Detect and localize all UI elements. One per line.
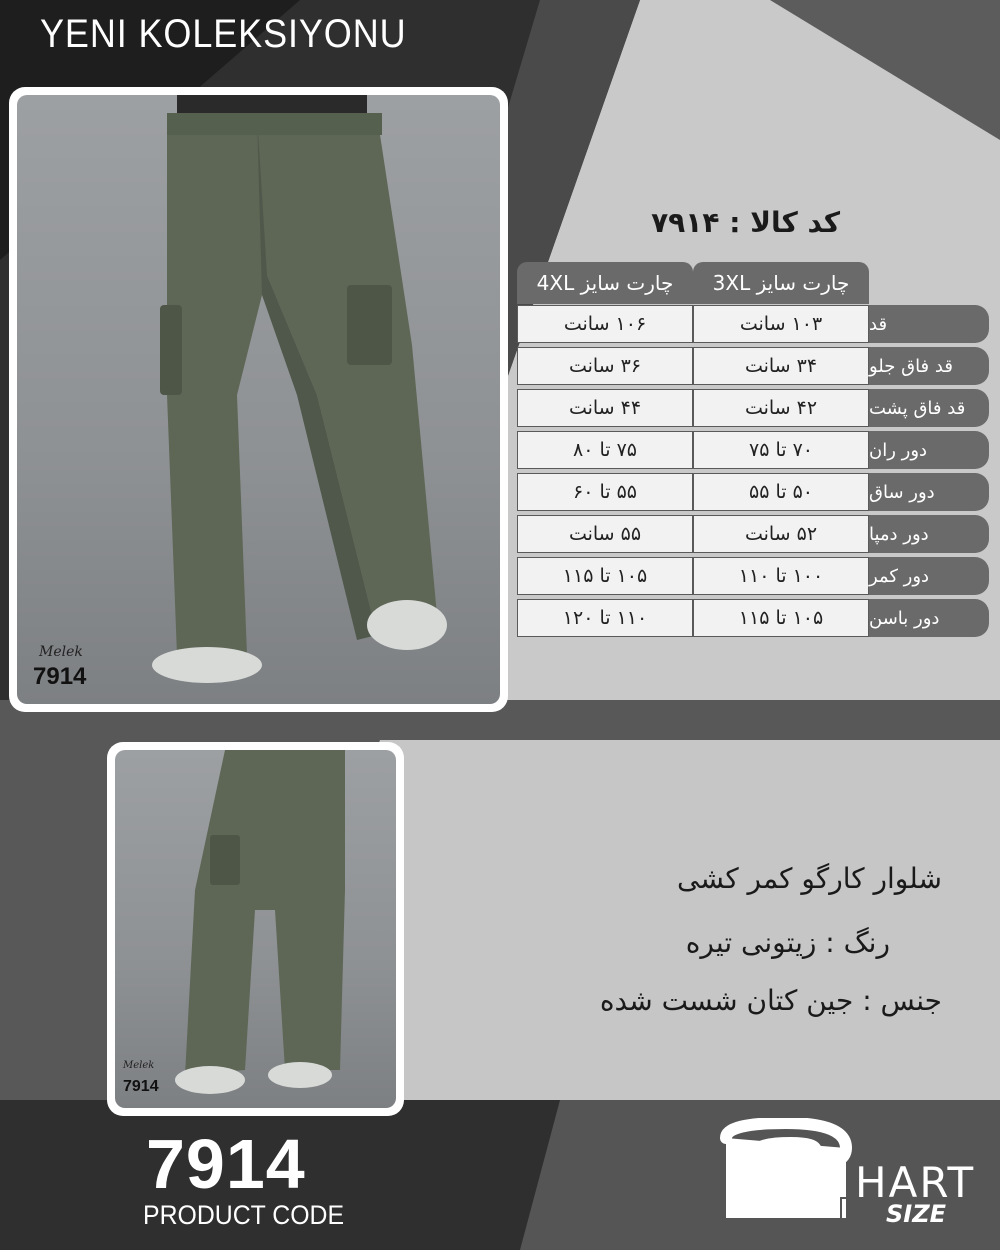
cell-4xl: ۱۰۶ سانت bbox=[517, 305, 693, 343]
tape-measure-icon bbox=[716, 1118, 856, 1228]
cell-3xl: ۳۴ سانت bbox=[693, 347, 869, 385]
row-label: دور کمر bbox=[869, 557, 989, 595]
row-label: دور باسن bbox=[869, 599, 989, 637]
brand-logo-main: Melek bbox=[39, 644, 83, 660]
product-code-line: کد کالا : ۷۹۱۴ bbox=[651, 206, 840, 239]
cell-4xl: ۳۶ سانت bbox=[517, 347, 693, 385]
product-photo-secondary bbox=[107, 742, 404, 1116]
product-title: شلوار کارگو کمر کشی bbox=[677, 862, 942, 895]
cell-3xl: ۷۰ تا ۷۵ bbox=[693, 431, 869, 469]
collection-title: YENI KOLEKSIYONU bbox=[40, 12, 407, 56]
photo-code-main: 7914 bbox=[33, 663, 87, 690]
cell-3xl: ۴۲ سانت bbox=[693, 389, 869, 427]
row-label: قد bbox=[869, 305, 989, 343]
cell-3xl: ۱۰۰ تا ۱۱۰ bbox=[693, 557, 869, 595]
footer-product-code-label: PRODUCT CODE bbox=[143, 1200, 345, 1230]
cell-4xl: ۴۴ سانت bbox=[517, 389, 693, 427]
photo-code-secondary: 7914 bbox=[123, 1078, 159, 1095]
column-header-3xl: چارت سایز 3XL bbox=[693, 262, 869, 304]
chart-logo-word-size: SIZE bbox=[886, 1200, 947, 1228]
product-material: جنس : جین کتان شست شده bbox=[599, 984, 942, 1017]
row-label: قد فاق جلو bbox=[869, 347, 989, 385]
cell-3xl: ۱۰۳ سانت bbox=[693, 305, 869, 343]
cell-3xl: ۵۲ سانت bbox=[693, 515, 869, 553]
column-header-4xl: چارت سایز 4XL bbox=[517, 262, 693, 304]
footer-product-code: 7914 bbox=[146, 1125, 306, 1203]
cell-3xl: ۱۰۵ تا ۱۱۵ bbox=[693, 599, 869, 637]
product-photo-main bbox=[9, 87, 508, 712]
cell-4xl: ۱۰۵ تا ۱۱۵ bbox=[517, 557, 693, 595]
cell-4xl: ۷۵ تا ۸۰ bbox=[517, 431, 693, 469]
row-label: دور دمپا bbox=[869, 515, 989, 553]
chart-logo-word-hart: HART bbox=[855, 1158, 976, 1207]
row-label: قد فاق پشت bbox=[869, 389, 989, 427]
brand-logo-secondary: Melek bbox=[123, 1060, 155, 1071]
pants-illustration bbox=[17, 95, 500, 704]
row-label: دور ساق bbox=[869, 473, 989, 511]
pants-illustration-secondary bbox=[115, 750, 396, 1108]
cell-3xl: ۵۰ تا ۵۵ bbox=[693, 473, 869, 511]
cell-4xl: ۵۵ سانت bbox=[517, 515, 693, 553]
cell-4xl: ۱۱۰ تا ۱۲۰ bbox=[517, 599, 693, 637]
product-color: رنگ : زیتونی تیره bbox=[685, 926, 890, 959]
row-label: دور ران bbox=[869, 431, 989, 469]
cell-4xl: ۵۵ تا ۶۰ bbox=[517, 473, 693, 511]
